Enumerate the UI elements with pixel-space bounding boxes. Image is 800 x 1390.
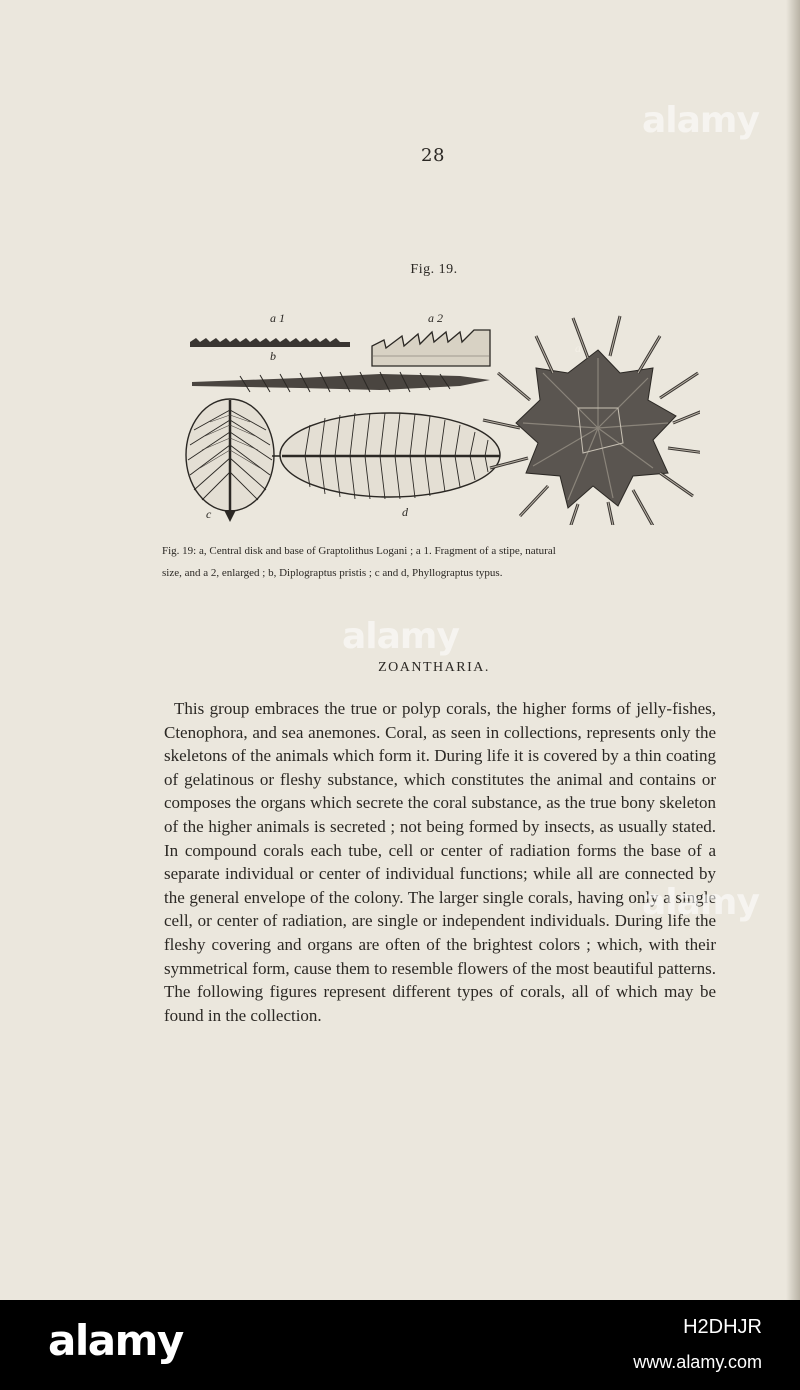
figure-label-b: b xyxy=(270,349,276,363)
watermark-logo: alamy xyxy=(642,882,759,923)
figure-label-c: c xyxy=(206,507,212,521)
watermark-logo: alamy xyxy=(642,100,759,141)
figure-label-a1: a 1 xyxy=(270,311,285,325)
footer-bar xyxy=(0,1300,800,1390)
page-number: 28 xyxy=(421,145,445,166)
body-paragraph: This group embraces the true or polyp corals, the higher forms of jelly-fishes, Ctenophora, and sea anemones. Coral, as seen in collections, represents only the skeletons of the animals which form it. During life it is covered by a thin coating of gelatinous or fleshy substance, which constitutes the animal and contains or composes the organs which secrete the coral substance, as the true bony skeleton of the higher animals is secreted ; not being formed by insects, as usually stated. In compound corals each tube, cell or center of radiation forms the base of a separate individual or center of individual functions; while all are connected by the general envelope of the colony. The larger single corals, having only a single cell, or center of radiation, are single or independent individuals. During life the fleshy covering and organs are often of the brightest colors ; which, with their symmetrical form, cause them to resemble flowers of the most beautiful patterns. The following figures represent different types of corals, all of which may be found in the collection. xyxy=(164,699,716,1025)
graptolithus-disk-a xyxy=(483,316,700,525)
watermark-logo: alamy xyxy=(342,616,459,657)
image-id: H2DHJR xyxy=(683,1316,762,1338)
phyllograptus-c xyxy=(186,399,274,522)
footer-url[interactable]: www.alamy.com xyxy=(633,1352,762,1372)
figure-illustration xyxy=(180,300,700,525)
diplograptus-b xyxy=(192,372,490,392)
figure-caption xyxy=(162,540,718,584)
section-heading: ZOANTHARIA. xyxy=(378,660,490,675)
caption-line: Fig. 19: a, Central disk and base of Graptolithus Logani ; a 1. Fragment of a stipe, natural xyxy=(162,545,556,557)
figure-label-a2: a 2 xyxy=(428,311,443,325)
figure-label-d: d xyxy=(402,505,408,519)
stipe-fragment-a2 xyxy=(372,330,490,366)
caption-line: size, and a 2, enlarged ; b, Diplograptus pristis ; c and d, Phyllograptus typus. xyxy=(162,567,503,579)
footer-logo: alamy xyxy=(48,1316,183,1365)
phyllograptus-d xyxy=(272,413,500,499)
figure-title: Fig. 19. xyxy=(410,262,458,277)
figure-label-a: a xyxy=(575,341,581,355)
stipe-fragment-a1 xyxy=(190,338,350,347)
page-edge-shadow xyxy=(786,0,800,1300)
